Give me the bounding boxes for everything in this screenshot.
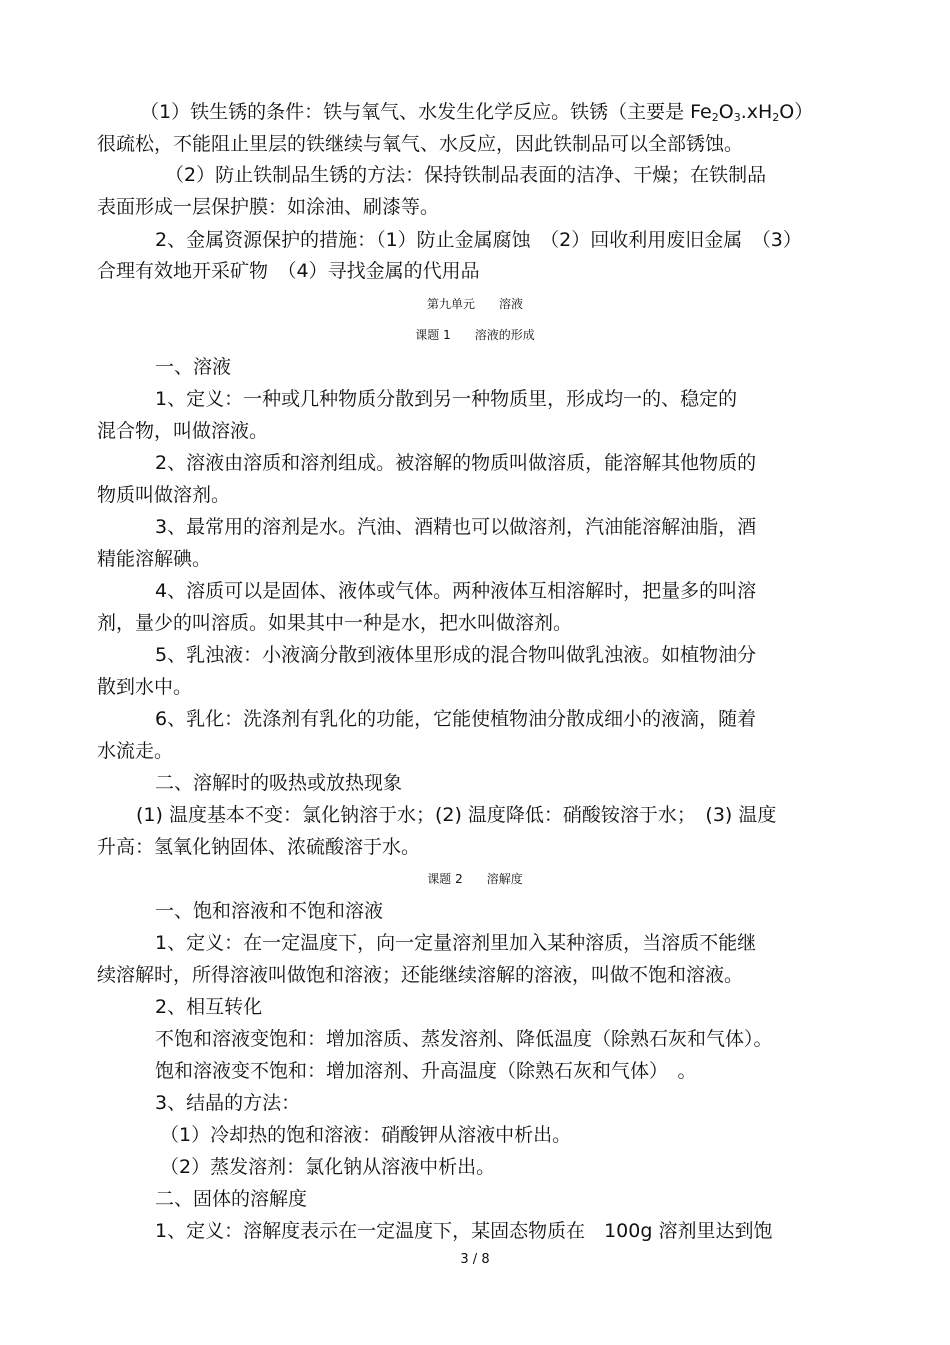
text-line: 2、溶液由溶质和溶剂组成。被溶解的物质叫做溶质，能溶解其他物质的	[155, 452, 757, 474]
lesson-title: 课题 2 溶解度	[427, 872, 523, 886]
text-line: 1、定义：一种或几种物质分散到另一种物质里，形成均一的、稳定的	[155, 388, 738, 410]
text-line: 升高：氢氧化钠固体、浓硫酸溶于水。	[97, 836, 421, 858]
text-line: 混合物，叫做溶液。	[97, 420, 269, 442]
text-line: 2、相互转化	[155, 996, 263, 1018]
section-heading: 二、固体的溶解度	[155, 1188, 308, 1210]
text-line: 3、结晶的方法：	[155, 1092, 301, 1114]
page-number: 3 / 8	[460, 1252, 490, 1267]
text-line: 1、定义：在一定温度下，向一定量溶剂里加入某种溶质，当溶质不能继	[155, 932, 757, 954]
text-line: 4、溶质可以是固体、液体或气体。两种液体互相溶解时，把量多的叫溶	[155, 580, 757, 602]
lesson-title: 课题 1 溶液的形成	[415, 328, 535, 342]
text-line: 6、乳化：洗涤剂有乳化的功能，它能使植物油分散成细小的液滴，随着	[155, 708, 757, 730]
text-line: 散到水中。	[97, 676, 193, 698]
text-line: 合理有效地开采矿物 （4）寻找金属的代用品	[97, 260, 480, 282]
text-line: 3、最常用的溶剂是水。汽油、酒精也可以做溶剂，汽油能溶解油脂，酒	[155, 516, 757, 538]
text-line: 水流走。	[97, 740, 174, 762]
section-heading: 一、溶液	[155, 356, 232, 378]
text-line: 剂，量少的叫溶质。如果其中一种是水，把水叫做溶剂。	[97, 612, 573, 634]
section-heading: 一、饱和溶液和不饱和溶液	[155, 900, 384, 922]
text-line: (1) 温度基本不变：氯化钠溶于水；(2) 温度降低：硝酸铵溶于水； (3) 温度	[136, 804, 777, 826]
text-line: （2）防止铁制品生锈的方法：保持铁制品表面的洁净、干燥；在铁制品	[165, 164, 767, 186]
text-line: 精能溶解碘。	[97, 548, 212, 570]
text-line: （1）冷却热的饱和溶液：硝酸钾从溶液中析出。	[160, 1124, 572, 1146]
text-line: 5、乳浊液：小液滴分散到液体里形成的混合物叫做乳浊液。如植物油分	[155, 644, 757, 666]
text-line: （2）蒸发溶剂：氯化钠从溶液中析出。	[160, 1156, 496, 1178]
text-line: 1、定义：溶解度表示在一定温度下，某固态物质在 100g 溶剂里达到饱	[155, 1220, 773, 1242]
section-heading: 二、溶解时的吸热或放热现象	[155, 772, 403, 794]
unit-title: 第九单元 溶液	[426, 297, 523, 311]
text-line: 不饱和溶液变饱和：增加溶质、蒸发溶剂、降低温度（除熟石灰和气体）。	[155, 1028, 773, 1050]
text-line: 物质叫做溶剂。	[97, 484, 231, 506]
text-line: 饱和溶液变不饱和：增加溶剂、升高温度（除熟石灰和气体） 。	[155, 1060, 697, 1082]
text-line: （1）铁生锈的条件：铁与氧气、水发生化学反应。铁锈（主要是 $Fe_2O_3.xH_2O$）	[140, 101, 814, 124]
text-line: 很疏松，不能阻止里层的铁继续与氧气、水反应，因此铁制品可以全部锈蚀。	[97, 133, 744, 155]
text-line: 表面形成一层保护膜：如涂油、刷漆等。	[97, 196, 440, 218]
text-line: 2、金属资源保护的措施：（1）防止金属腐蚀 （2）回收利用废旧金属 （3）	[155, 229, 802, 251]
text-line: 续溶解时，所得溶液叫做饱和溶液；还能继续溶解的溶液，叫做不饱和溶液。	[97, 964, 744, 986]
